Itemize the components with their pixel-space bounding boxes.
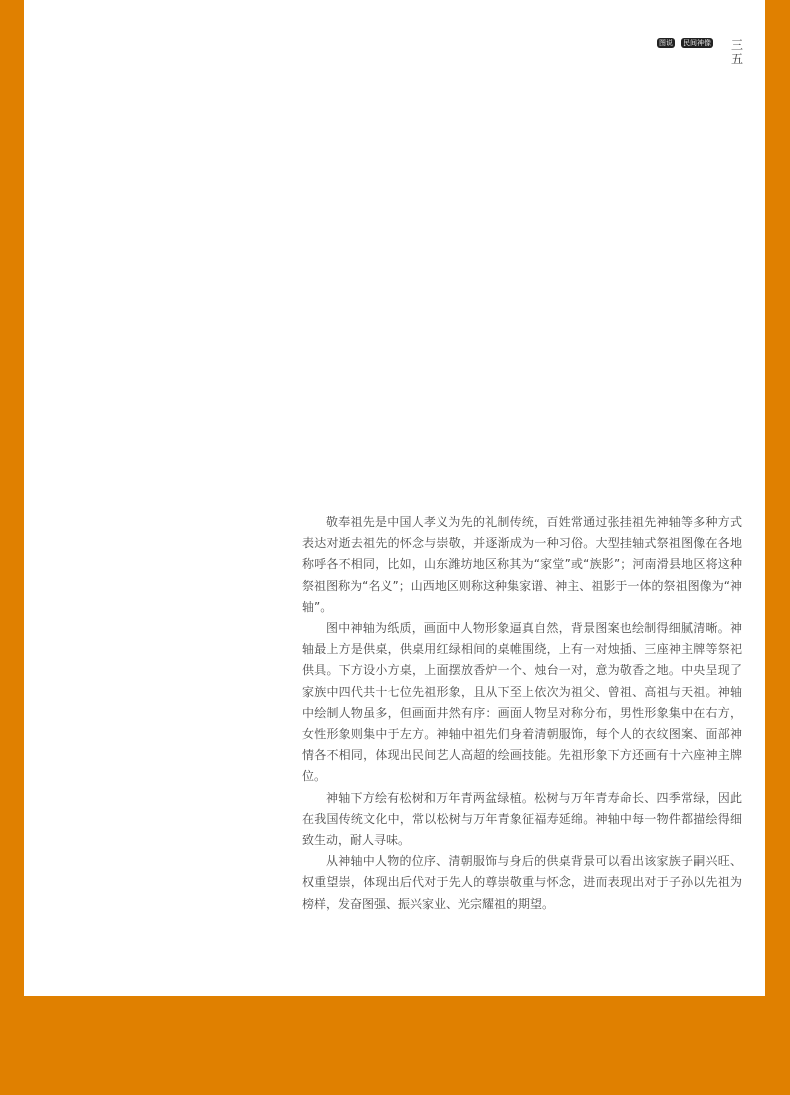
header-seal-right: 民间神像 — [683, 39, 711, 47]
book-page — [24, 0, 765, 996]
page-number: 三五 — [730, 38, 743, 66]
paragraph: 从神轴中人物的位序、清朝服饰与身后的供桌背景可以看出该家族子嗣兴旺、权重望崇，体现出后代对于先人的尊崇敬重与怀念，进而表现出对于子孙以先祖为榜样，发奋图强、振兴家业、光宗耀祖的期望。 — [302, 854, 742, 911]
paragraph: 神轴下方绘有松树和万年青两盆绿植。松树与万年青寿命长、四季常绿，因此在我国传统文化中，常以松树与万年青象征福寿延绵。神轴中每一物件都描绘得细致生动，耐人寻味。 — [302, 790, 742, 848]
article-body — [302, 512, 742, 915]
header-seal-left: 图说 — [659, 39, 673, 47]
running-header — [657, 38, 713, 48]
paragraph: 敬奉祖先是中国人孝义为先的礼制传统，百姓常通过张挂祖先神轴等多种方式表达对逝去祖先的怀念与崇敬，并逐渐成为一种习俗。大型挂轴式祭祖图像在各地称呼各不相同，比如，山东潍坊地区称其为“家堂”或“族影”；河南滑县地区将这种祭祖图称为“名义”；山西地区则称这种集家谱、神主、祖影于一体的祭祖图像为“神轴”。 — [302, 515, 742, 614]
paragraph: 图中神轴为纸质，画面中人物形象逼真自然，背景图案也绘制得细腻清晰。神轴最上方是供桌，供桌用红绿相间的桌帷围绕，上有一对烛插、三座神主牌等祭祀供具。下方设小方桌，上面摆放香炉一个、烛台一对，意为敬香之地。中央呈现了家族中四代共十七位先祖形象，且从下至上依次为祖父、曾祖、高祖与天祖。神轴中绘制人物虽多，但画面井然有序：画面人物呈对称分布，男性形象集中在右方，女性形象则集中于左方。神轴中祖先们身着清朝服饰，每个人的衣纹图案、面部神情各不相同，体现出民间艺人高超的绘画技能。先祖形象下方还画有十六座神主牌位。 — [302, 621, 742, 784]
